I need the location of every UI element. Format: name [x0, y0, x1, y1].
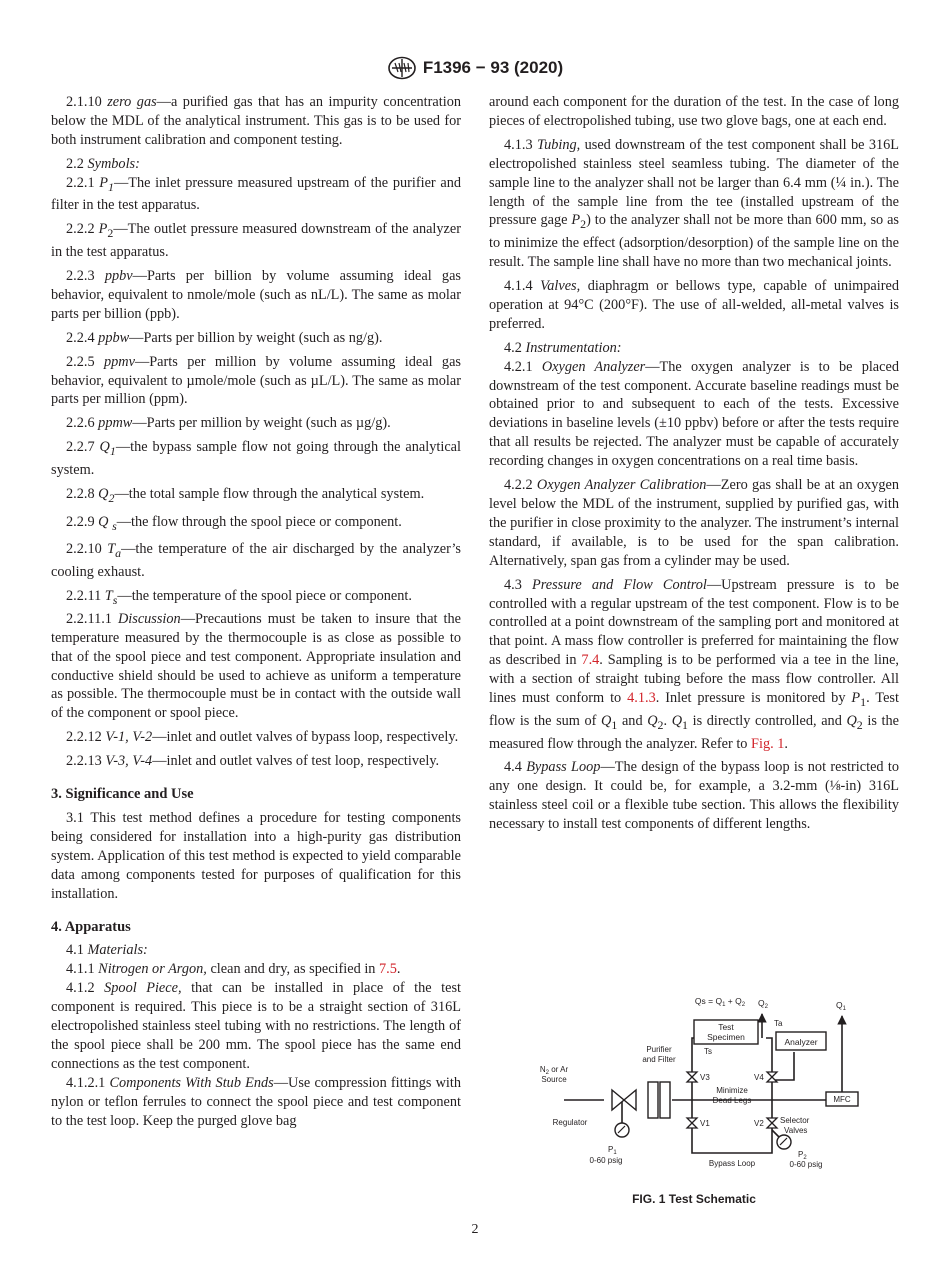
italic-term: V-1, V-2: [105, 729, 153, 746]
italic-term: T: [104, 588, 113, 605]
paragraph: 2.2.6 ppmw—Parts per million by weight (such as µg/g).: [66, 415, 391, 432]
paragraph: 2.2.11 $T_s—the$ temperature of the spool piece or component.: [66, 588, 412, 607]
paragraph: 2.2.4 ppbw—Parts per billion by weight (such as ng/g).: [66, 329, 383, 346]
italic-term: P: [99, 174, 109, 191]
subscript: s: [112, 592, 118, 607]
italic-term: P: [98, 221, 108, 238]
subscript: 1: [860, 694, 867, 709]
minimize-label: Minimize: [716, 1086, 748, 1095]
paragraph: 2.2.10 $T_a—the$ temperature of the air discharged by the analyzer’s cooling exhaust.: [51, 541, 461, 581]
ta-label: Ta: [774, 1019, 783, 1028]
subscript: s: [112, 518, 117, 533]
italic-term: T: [107, 541, 116, 558]
italic-term: ppbw: [98, 329, 130, 346]
italic-term: Components With Stub Ends: [109, 1074, 274, 1091]
p2-label: $P_2$: [798, 1150, 807, 1161]
paragraph: 2.2.3 ppbv—Parts per billion by volume assuming ideal gas behavior, equivalent to nmole/mole (such as nL/L). The same as molar parts per billion (ppb).: [51, 267, 461, 322]
paragraph: 4.1 Materials:: [66, 942, 148, 959]
regulator-label: Regulator: [552, 1118, 588, 1127]
paragraph: 2.1.10 zero gas—a purified gas that has an impurity concentration below the MDL of the analytical instrument. This gas is to be used for both instrument calibration and component testing.: [51, 94, 462, 148]
paragraph: around each component for the duration of the test. In the case of long pieces of electropolished tubing, use two glove bags, one at each end.: [489, 94, 899, 129]
page-number: 2: [471, 1222, 479, 1237]
paragraph: 4.1.1 Nitrogen or Argon, clean and dry, as specified in 7.5.: [66, 961, 401, 978]
purifier-label: and Filter: [642, 1055, 676, 1064]
italic-term: zero gas: [107, 94, 157, 110]
italic-term: ppmv: [103, 353, 135, 370]
paragraph: 2.2.1 $P_1—The$ inlet pressure measured upstream of the purifier and filter in the test apparatus.: [51, 174, 461, 214]
source-label: Source: [541, 1075, 567, 1084]
subscript: 1: [682, 717, 688, 732]
left-column: [51, 93, 461, 1131]
paragraph: 2.2.5 ppmv—Parts per million by volume assuming ideal gas behavior, equivalent to µmole/mole (such as µL/L). The same as molar parts per million (ppm).: [51, 353, 461, 408]
cross-reference-link[interactable]: 4.1.3: [627, 690, 656, 707]
p1-label: $P_1$: [608, 1145, 617, 1156]
italic-term: Q: [99, 439, 110, 456]
italic-term: P: [851, 690, 861, 707]
paragraph: 4.1.2 Spool Piece, that can be installed in place of the test component is required. This piece is to be a straight section of 316L electropolished stainless steel tubing with no restrictions. The length of the spool piece shall be 200 mm. The spool piece has the same end connections as the test component.: [51, 980, 462, 1072]
selector-label: Selector: [780, 1116, 810, 1125]
paragraph: 4.3 Pressure and Flow Control—Upstream pressure is to be controlled with a regular upstream of the test component. Flow is to be controlled at a point downstream of the sampling port and monitored at that point. A mass flow controller is preferred for maintaining the flow as described in 7.4. Sampling is to be performed via a tee in the line, with a section of straight tubing before the mass flow controller. All lines must conform to 4.1.3. Inlet pressure is monitored by $P_1$. Test flow is the sum of $Q_1$ and $Q_2$. $Q_1$ is directly controlled, and $Q_2$ is the measured flow through the analyzer. Refer to Fig. 1.: [489, 576, 899, 752]
minimize-label: Dead Legs: [712, 1096, 752, 1105]
purifier-label: Purifier: [646, 1045, 672, 1054]
source-label: $N_2$ or Ar: [539, 1065, 569, 1076]
italic-term: Pressure and Flow Control: [531, 576, 707, 593]
section-heading: 3. Significance and Use: [51, 786, 194, 803]
italic-term: Nitrogen or Argon,: [98, 961, 207, 978]
paragraph: 2.2.12 V-1, V-2—inlet and outlet valves of bypass loop, respectively.: [66, 729, 459, 746]
cross-reference-link[interactable]: 7.4: [581, 652, 600, 669]
v4-label: V4: [754, 1073, 764, 1082]
paragraph: 4.1.3 Tubing, used downstream of the test component shall be 316L electropolished stainless steel seamless tubing. The diameter of the sample line to the analyzer shall not be larger than 6.4 mm (¼ in.). The length of the sample line from the tee (installed upstream of the pressure gage $P_2$) to the analyzer shall not be more than 600 mm, so as to minimize the effect (adsorption/desorption) of the sample line on the result. The sample line shall have no more than two mechanical joints.: [489, 136, 899, 271]
selector-label: Valves: [784, 1126, 808, 1135]
q1-label: $Q_1$: [836, 1000, 846, 1012]
italic-term: Tubing,: [536, 136, 581, 153]
italic-term: Bypass Loop: [526, 759, 601, 776]
cross-reference-link[interactable]: Fig. 1: [751, 735, 785, 752]
v2-label: V2: [754, 1119, 764, 1128]
bypass-loop-label: Bypass Loop: [708, 1159, 756, 1168]
italic-term: Q: [671, 712, 683, 729]
subscript: 1: [109, 444, 116, 459]
italic-term: Oxygen Analyzer: [541, 358, 646, 375]
analyzer-label: Analyzer: [784, 1037, 818, 1047]
subscript: 2: [108, 490, 115, 505]
subscript: 2: [107, 226, 114, 241]
paragraph: 4.1.4 Valves, diaphragm or bellows type, capable of unimpaired operation at 94°C (200°F). The use of all-welded, all-metal valves is preferred.: [489, 278, 900, 332]
italic-term: Q: [601, 712, 612, 729]
italic-term: Oxygen Analyzer Calibration: [536, 477, 707, 494]
italic-term: Q: [846, 712, 857, 729]
cross-reference-link[interactable]: 7.5: [379, 961, 397, 978]
italic-term: Valves,: [540, 278, 581, 295]
italic-term: V-3, V-4: [105, 753, 153, 770]
p1-range-label: 0-60 psig: [589, 1156, 623, 1165]
q2-label: $Q_2$: [758, 998, 768, 1010]
italic-term: P: [571, 212, 581, 229]
paragraph: 2.2.13 V-3, V-4—inlet and outlet valves of test loop, respectively.: [66, 753, 440, 770]
italic-term: Q: [98, 485, 109, 502]
subscript: 2: [580, 217, 587, 232]
test-specimen-label: Test: [718, 1022, 734, 1032]
paragraph: 4.1.2.1 Components With Stub Ends—Use compression fittings with nylon or teflon ferrules to connect the spool piece and test component to the test loop. Keep the purged glove bag: [51, 1074, 462, 1129]
figure-test-schematic: [489, 990, 899, 1206]
italic-term: Symbols:: [87, 155, 140, 172]
page-header: [0, 56, 950, 80]
v3-label: V3: [700, 1073, 710, 1082]
figure-caption: FIG. 1 Test Schematic: [632, 1192, 756, 1206]
italic-term: Q: [647, 712, 658, 729]
paragraph: 2.2.7 $Q_1—the$ bypass sample flow not going through the analytical system.: [51, 439, 461, 478]
italic-term: Q: [98, 513, 113, 530]
section-heading: 4. Apparatus: [51, 918, 131, 935]
paragraph: 3.1 This test method defines a procedure for testing components being considered for installation into a high-purity gas distribution system. Application of this test method is expected to yield comparable data among components tested for purposes of qualification for this installation.: [51, 810, 461, 902]
italic-term: ppbv: [104, 267, 133, 284]
italic-term: ppmw: [98, 415, 133, 432]
ts-label: Ts: [704, 1047, 712, 1056]
subscript: 1: [108, 179, 114, 194]
italic-term: Spool Piece,: [104, 980, 182, 997]
paragraph: 2.2.9 Q $_s$—the flow through the spool piece or component.: [66, 513, 402, 533]
paragraph: 4.2.2 Oxygen Analyzer Calibration—Zero gas shall be at an oxygen level below the MDL of the instrument, supplied by purified gas, with the purifier in close proximity to the analyzer. The instrument’s internal standard, if available, is to be used for the span calibration. Alternatively, span gas from a cylinder may be used.: [489, 477, 900, 569]
paragraph: 2.2.8 $Q_2—the$ total sample flow through the analytical system.: [66, 485, 425, 505]
paragraph: 4.2 Instrumentation:: [504, 339, 622, 356]
p2-range-label: 0-60 psig: [789, 1160, 823, 1169]
subscript: 1: [611, 717, 618, 732]
astm-logo-icon: [387, 56, 417, 80]
subscript: a: [115, 546, 122, 561]
italic-term: Discussion: [117, 610, 181, 627]
paragraph: 2.2 Symbols:: [66, 155, 140, 172]
paragraph: 2.2.11.1 Discussion—Precautions must be taken to insure that the temperature measured by the thermocouple is as close as possible to that of the spool piece and test component. Appropriate insulation and conductive shield should be used to achieve as uniform a temperature as possible. The thermocouple must be in contact with the outside wall of the component or spool piece.: [51, 610, 461, 722]
right-column: [489, 93, 899, 834]
subscript: 2: [657, 717, 664, 732]
test-specimen-label: Specimen: [707, 1032, 745, 1042]
italic-term: Instrumentation:: [525, 339, 622, 356]
qs-label: $Qs = Q_1 + Q_2$: [694, 996, 746, 1008]
paragraph: 2.2.2 $P_2—The$ outlet pressure measured downstream of the analyzer in the test apparatus.: [51, 221, 462, 261]
italic-term: Materials:: [87, 942, 148, 959]
mfc-label: MFC: [833, 1095, 851, 1104]
paragraph: 4.2.1 Oxygen Analyzer—The oxygen analyzer is to be placed downstream of the test component. Accurate baseline readings must be obtained prior to and subsequent to each of the tests. Excessive deviations in baseline levels (±10 ppbv) before or after the tests require that all results be rejected. The analyzer must be capable of accurately recording changes in oxygen concentrations on a real time basis.: [489, 358, 899, 470]
test-schematic-diagram: [514, 990, 874, 1190]
paragraph: 4.4 Bypass Loop—The design of the bypass loop is not restricted to any one design. It could be, for example, a 3.2-mm (⅛-in) 316L stainless steel coil or a flexible tube section. This allows the flexibility necessary to install test components of different lengths.: [489, 759, 900, 833]
v1-label: V1: [700, 1119, 710, 1128]
document-designation: F1396 − 93 (2020): [422, 58, 564, 77]
subscript: 2: [856, 717, 863, 732]
